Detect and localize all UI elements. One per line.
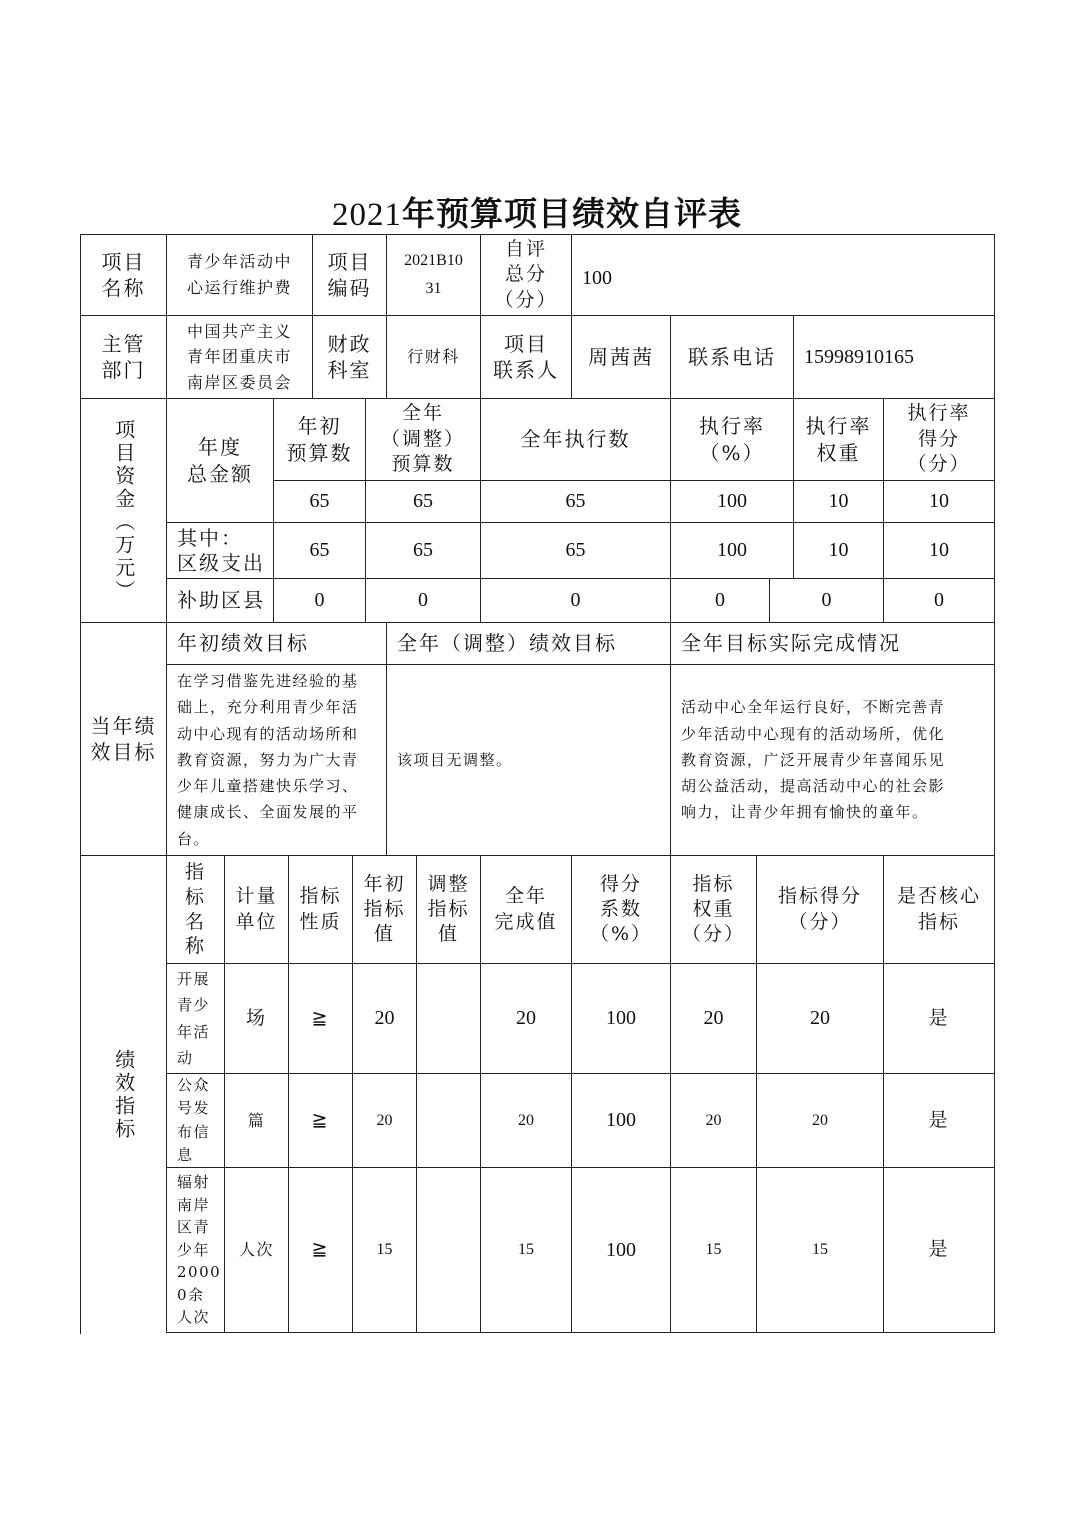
ind-name: 辐射 南岸 区青 少年 2000 0余 人次 (177, 1173, 222, 1327)
ind-initial: 20 (376, 1111, 393, 1129)
ind-coef: 100 (606, 1109, 636, 1132)
funds-rate-value: 100 (717, 490, 747, 513)
funds-adjusted-value: 65 (413, 539, 433, 562)
ind-completed: 20 (516, 1007, 536, 1030)
ind-unit: 人次 (238, 1240, 274, 1260)
title-text: 年预算项目绩效自评表 (402, 194, 742, 233)
ind-unit: 篇 (247, 1110, 266, 1130)
funds-initial-value: 65 (309, 490, 330, 513)
funds-initial-value: 0 (314, 589, 325, 612)
ind-coef-header: 得分 系数 （%） (589, 872, 653, 946)
ind-score-header: 指标得分 （分） (777, 885, 862, 933)
self-score-value: 100 (582, 267, 612, 289)
ind-core-header: 是否核心 指标 (896, 885, 981, 933)
self-score-label: 自评 总分 （分） (494, 237, 558, 311)
phone-label: 联系电话 (688, 344, 776, 369)
finance-office-label: 财政 科室 (327, 331, 372, 382)
funds-score-value: 10 (929, 539, 949, 562)
funds-weight-value: 10 (828, 490, 849, 513)
ind-core: 是 (928, 1108, 950, 1131)
ind-initial: 15 (376, 1241, 393, 1259)
ind-completed: 15 (518, 1241, 534, 1259)
funds-weight-value: 10 (828, 539, 849, 562)
funds-score-value: 10 (929, 490, 949, 513)
page-title (0, 188, 1074, 235)
funds-row-label: 其中： 区级支出 (177, 525, 265, 575)
finance-office: 行财科 (407, 347, 460, 367)
ind-initial: 20 (374, 1007, 395, 1030)
goals-initial-text: 在学习借鉴先进经验的基 础上，充分利用青少年活 动中心现有的活动场所和 教育资源，努力为广大青 少年儿童搭建快乐学习、 健康成长、全面发展的平 台。 (177, 672, 359, 848)
funds-section-label: 项目资金（万元） (111, 418, 136, 603)
goals-section-label: 当年绩 效目标 (90, 713, 157, 764)
ind-nature: ≧ (311, 1108, 330, 1131)
indicators-section-label: 绩效指标 (111, 1049, 136, 1141)
ind-unit-header: 计量 单位 (235, 885, 278, 933)
ind-adjusted (417, 964, 480, 1073)
funds-executed-value: 65 (565, 490, 586, 513)
ind-coef: 100 (606, 1238, 636, 1261)
ind-adjusted (417, 1168, 480, 1332)
funds-weight-header: 执行率 权重 (805, 414, 872, 465)
project-name: 青少年活动中 心运行维护费 (186, 252, 292, 297)
funds-weight-value: 0 (821, 589, 832, 612)
funds-score-value: 0 (934, 589, 944, 612)
ind-completed-header: 全年 完成值 (494, 885, 558, 933)
funds-adjusted-value: 65 (413, 490, 433, 513)
ind-name-header: 指 标 名 称 (184, 861, 206, 958)
goals-adjusted-header: 全年（调整）绩效目标 (397, 631, 617, 656)
goals-actual-header: 全年目标实际完成情况 (681, 631, 901, 656)
project-name-label: 项目 名称 (101, 249, 146, 300)
ind-name: 开展 青少 年活 动 (177, 970, 211, 1067)
ind-weight: 20 (705, 1111, 722, 1129)
ind-completed: 20 (518, 1111, 534, 1129)
ind-core: 是 (928, 1006, 950, 1029)
funds-rate-value: 100 (717, 539, 747, 562)
contact-name: 周茜茜 (588, 344, 654, 369)
project-code: 2021B10 31 (404, 252, 463, 297)
ind-weight-header: 指标 权重 （分） (681, 872, 745, 946)
funds-initial-header: 年初 预算数 (286, 414, 353, 465)
table-line (994, 234, 995, 1333)
funds-executed-value: 65 (565, 539, 586, 562)
dept-label: 主管 部门 (101, 331, 146, 382)
funds-executed-value: 0 (570, 589, 581, 612)
ind-weight: 15 (705, 1241, 722, 1259)
goals-initial-header: 年初绩效目标 (177, 631, 309, 656)
goals-actual-text: 活动中心全年运行良好，不断完善青 少年活动中心现有的活动场所，优化 教育资源，广泛开展青少年喜闻乐见 胡公益活动，提高活动中心的社会影 响力，让青少年拥有愉快的童年。 (681, 698, 946, 822)
funds-adjusted-header: 全年 （调整） 预算数 (380, 402, 465, 476)
ind-adjusted-header: 调整 指标 值 (427, 872, 470, 946)
ind-coef: 100 (606, 1007, 636, 1030)
ind-core: 是 (928, 1238, 950, 1261)
funds-rate-header: 执行率 （%） (699, 414, 765, 465)
ind-weight: 20 (703, 1007, 724, 1030)
phone-value: 15998910165 (804, 345, 914, 368)
ind-initial-header: 年初 指标 值 (363, 872, 406, 946)
funds-adjusted-value: 0 (418, 589, 428, 612)
ind-adjusted (417, 1074, 480, 1167)
funds-total-header: 年度 总金额 (187, 435, 253, 486)
ind-unit: 场 (245, 1006, 267, 1029)
funds-executed-header: 全年执行数 (520, 427, 631, 452)
ind-nature-header: 指标 性质 (299, 885, 342, 933)
ind-nature: ≧ (311, 1006, 330, 1029)
dept-name: 中国共产主义 青年团重庆市 南岸区委员会 (186, 321, 292, 392)
ind-nature: ≧ (311, 1238, 330, 1261)
project-code-label: 项目 编码 (327, 249, 372, 300)
goals-adjusted-text: 该项目无调整。 (397, 750, 513, 769)
contact-label: 项目 联系人 (493, 331, 559, 382)
funds-initial-value: 65 (309, 539, 330, 562)
ind-score: 20 (810, 1007, 830, 1030)
funds-rate-value: 0 (715, 589, 725, 612)
funds-row-label: 补助区县 (177, 588, 265, 613)
ind-score: 20 (812, 1111, 828, 1129)
ind-name: 公众 号发 布信 息 (177, 1076, 211, 1164)
funds-score-header: 执行率 得分 （分） (907, 402, 971, 476)
table-line (166, 1332, 995, 1333)
ind-score: 15 (812, 1241, 828, 1259)
title-year: 2021 (332, 197, 402, 233)
